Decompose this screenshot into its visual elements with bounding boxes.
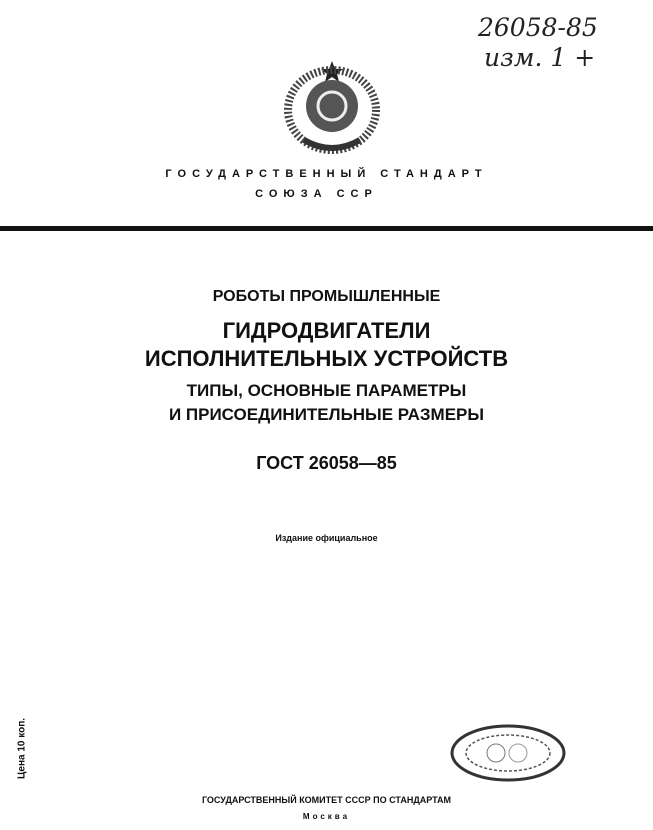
title-main-2: ИСПОЛНИТЕЛЬНЫХ УСТРОЙСТВ (144, 346, 509, 371)
divider (0, 226, 653, 231)
title-sub-2: И ПРИСОЕДИНИТЕЛЬНЫЕ РАЗМЕРЫ (168, 405, 485, 424)
title-category: РОБОТЫ ПРОМЫШЛЕННЫЕ (212, 288, 441, 305)
publisher: ГОСУДАРСТВЕННЫЙ КОМИТЕТ СССР ПО СТАНДАРТАМ (201, 795, 452, 805)
handwritten-amendment: изм. 1 + (484, 43, 596, 72)
title-main-1: ГИДРОДВИГАТЕЛИ (222, 318, 431, 343)
ussr-emblem-icon (284, 58, 380, 158)
handwritten-number: 26058-85 (478, 13, 598, 42)
title-sub-1: ТИПЫ, ОСНОВНЫЕ ПАРАМЕТРЫ (186, 381, 467, 400)
city: Москва (302, 812, 351, 821)
price-label: Цена 10 коп. (16, 717, 28, 780)
header-line2: СОЮЗА ССР (255, 188, 378, 200)
edition-label: Издание официальное (275, 533, 378, 543)
header-line1: ГОСУДАРСТВЕННЫЙ СТАНДАРТ (165, 168, 488, 180)
gost-number: ГОСТ 26058—85 (256, 453, 397, 473)
library-stamp-icon (448, 722, 568, 784)
